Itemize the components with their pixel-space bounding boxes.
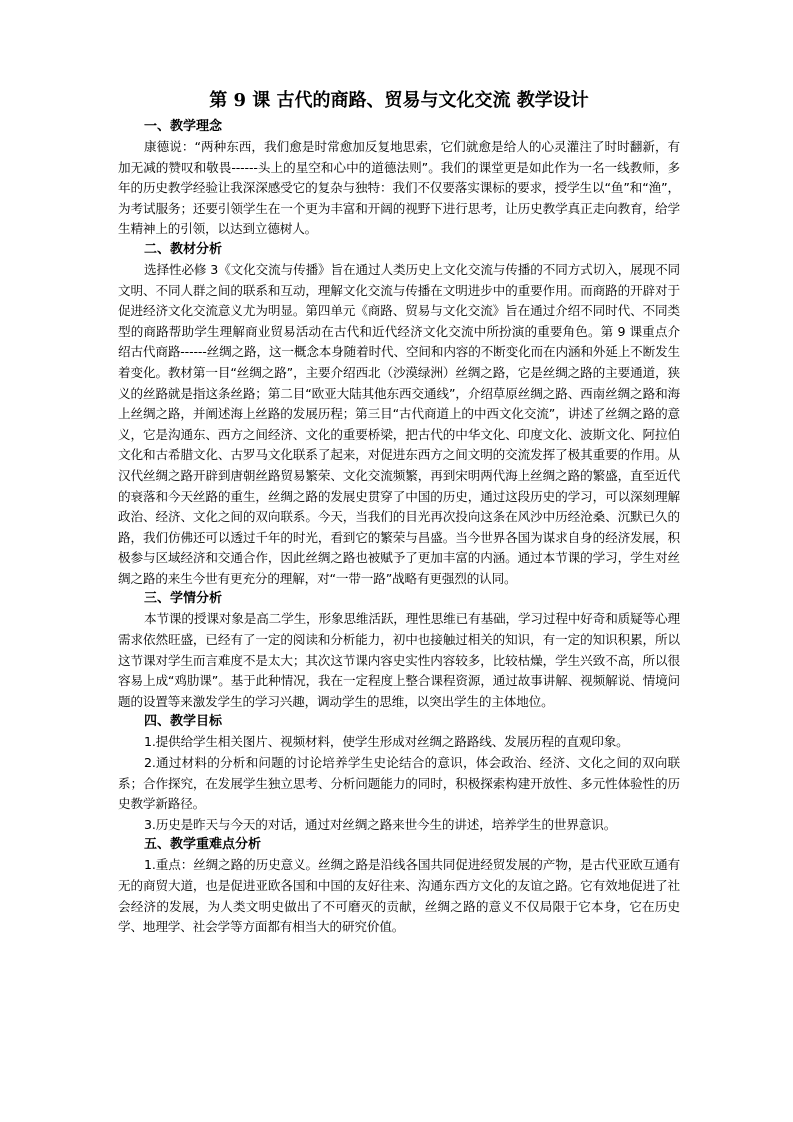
section-teaching-goals [118, 712, 680, 835]
paragraph: 1.重点：丝绸之路的历史意义。丝绸之路是沿线各国共同促进经贸发展的产物，是古代亚欧互通有无的商贸大道，也是促进亚欧各国和中国的友好往来、沟通东西方文化的友谊之路。它有效地促进了社会经济的发展，为人类文明史做出了不可磨灭的贡献，丝绸之路的意义不仅局限于它本身，它在历史学、地理学、社会学等方面都有相当大的研究价值。 [118, 857, 680, 935]
section-heading: 四、教学目标 [144, 714, 223, 730]
goal-item: 1.提供给学生相关图片、视频材料，使学生形成对丝绸之路路线、发展历程的直观印象。 [144, 734, 629, 750]
paragraph: 康德说：“两种东西，我们愈是时常愈加反复地思索，它们就愈是给人的心灵灌注了时时翻新，有加无减的赞叹和敬畏------头上的星空和心中的道德法则”。我们的课堂更是如此作为一名一线教师，多年的历史教学经验让我深深感受它的复杂与独特：我们不仅要落实课标的要求，授学生以“鱼”和“渔”，为考试服务；还要引领学生在一个更为丰富和开阔的视野下进行思考，让历史教学真正走向教育，给学生精神上的引领，以达到立德树人。 [118, 139, 680, 237]
section-key-points [118, 835, 680, 937]
section-student-analysis [118, 589, 680, 712]
section-teaching-philosophy [118, 117, 680, 240]
goal-item: 3.历史是昨天与今天的对话，通过对丝绸之路来世今生的讲述，培养学生的世界意识。 [144, 816, 617, 832]
document-body [118, 90, 680, 938]
section-heading: 一、教学理念 [144, 119, 223, 134]
goal-item: 2.通过材料的分析和问题的讨论培养学生史论结合的意识，体会政治、经济、文化之间的双向联系；合作探究，在发展学生独立思考、分析问题能力的同时，积极探索构建开放性、多元性体验性的历史教学新路径。 [118, 755, 680, 812]
section-heading: 二、教材分析 [144, 241, 223, 257]
section-textbook-analysis [118, 240, 680, 590]
section-heading: 五、教学重难点分析 [144, 837, 262, 853]
page-title: 第 9 课 古代的商路、贸易与文化交流 教学设计 [209, 90, 589, 111]
paragraph: 本节课的授课对象是高二学生，形象思维活跃，理性思维已有基础，学习过程中好奇和质疑等心理需求依然旺盛，已经有了一定的阅读和分析能力，初中也接触过相关的知识，有一定的知识积累，所以这节课对学生而言难度不是太大；其次这节课内容史实性内容较多，比较枯燥，学生兴致不高，所以很容易上成“鸡肋课”。基于此种情况，我在一定程度上整合课程资源，通过故事讲解、视频解说、情境问题的设置等来激发学生的学习兴趣，调动学生的思维，以突出学生的主体地位。 [118, 611, 680, 709]
paragraph: 选择性必修 3《文化交流与传播》旨在通过人类历史上文化交流与传播的不同方式切入，展现不同文明、不同人群之间的联系和互动，理解文化交流与传播在文明进步中的重要作用。而商路的开辟对于促进经济文化交流意义尤为明显。第四单元《商路、贸易与文化交流》旨在通过介绍不同时代、不同类型的商路帮助学生理解商业贸易活动在古代和近代经济文化交流中所扮演的重要角色。第 9 课重点介绍古代商路------丝绸之路，这一概念本身随着时代、空间和内容的不断变化而在内涵和外延上不断发生着变化。教材第一目“丝绸之路”，主要介绍西北（沙漠绿洲）丝绸之路，它是丝绸之路的主要通道，狭义的丝路就是指这条丝路；第二目“欧亚大陆其他东西交通线”，介绍草原丝绸之路、西南丝绸之路和海上丝绸之路，并阐述海上丝路的发展历程；第三目“古代商道上的中西文化交流”，讲述了丝绸之路的意义，它是沟通东、西方之间经济、文化的重要桥梁，把古代的中华文化、印度文化、波斯文化、阿拉伯文化和古希腊文化、古罗马文化联系了起来，对促进东西方之间文明的交流发挥了极其重要的作用。从汉代丝绸之路开辟到唐朝丝路贸易繁荣、文化交流频繁，再到宋明两代海上丝绸之路的繁盛，直至近代的衰落和今天丝路的重生，丝绸之路的发展史贯穿了中国的历史，通过这段历史的学习，可以深刻理解政治、经济、文化之间的双向联系。今天，当我们的目光再次投向这条在风沙中历经沧桑、沉默已久的路，我们仿佛还可以透过千年的时光，看到它的繁荣与昌盛。当今世界各国为谋求自身的经济发展，积极参与区域经济和交通合作，因此丝绸之路也被赋予了更加丰富的内涵。通过本节课的学习，学生对丝绸之路的来生今世有更充分的理解，对“一带一路”战略有更强烈的认同。 [118, 261, 680, 586]
section-heading: 三、学情分析 [144, 591, 223, 607]
